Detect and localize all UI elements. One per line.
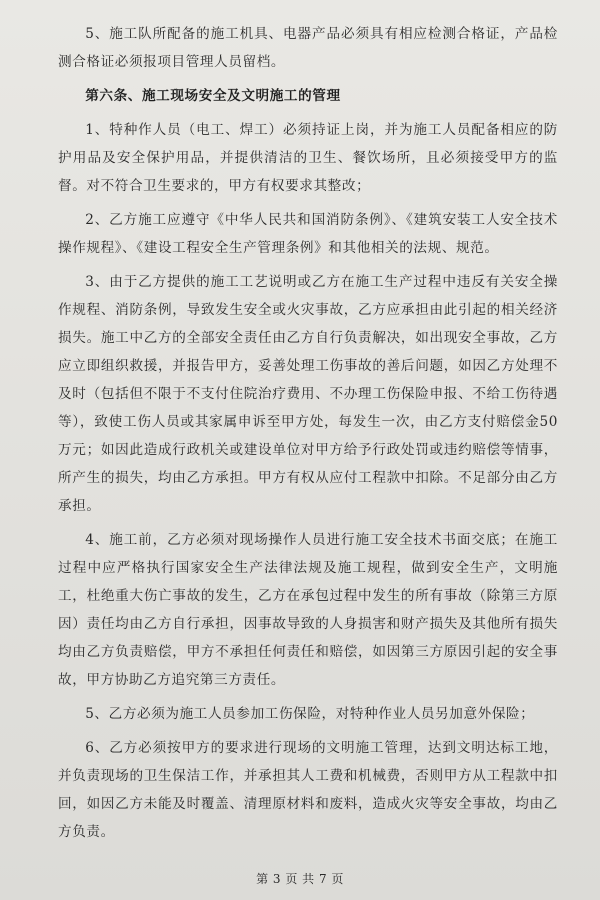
clause-2-regulations: 2、乙方施工应遵守《中华人民共和国消防条例》、《建筑安装工人安全技术操作规程》、《建设工程安全生产管理条例》和其他相关的法规、规范。 [58, 212, 558, 256]
clause-5-equipment-certification: 5、施工队所配备的施工机具、电器产品必须具有相应检测合格证，产品检测合格证必须报项目管理人员留档。 [58, 26, 558, 70]
clause-5-injury-insurance: 5、乙方必须为施工人员参加工伤保险，对特种作业人员另加意外保险； [85, 706, 535, 722]
clause-3-liability: 3、由于乙方提供的施工工艺说明或乙方在施工生产过程中违反有关安全操作规程、消防条例，导致发生安全或火灾事故，乙方应承担由此引起的相关经济损失。施工中乙方的全部安全责任由乙方自行负责解决，如出现安全事故，乙方应立即组织救援，并报告甲方，妥善处理工伤事故的善后问题，如因乙方处理不及时（包括但不限于不支付住院治疗费用、不办理工伤保险申报、不给工伤待遇等），致使工伤人员或其家属申诉至甲方处，每发生一次，由乙方支付赔偿金50万元；如因此造成行政机关或建设单位对甲方给予行政处罚或违约赔偿等情事，所产生的损失，均由乙方承担。甲方有权从应付工程款中扣除。不足部分由乙方承担。 [58, 274, 558, 514]
clause-1-special-workers: 1、特种作人员（电工、焊工）必须持证上岗，并为施工人员配备相应的防护用品及安全保护用品，并提供清洁的卫生、餐饮场所，且必须接受甲方的监督。对不符合卫生要求的，甲方有权要求其整改； [58, 122, 558, 194]
clause-4-safety-briefing: 4、施工前，乙方必须对现场操作人员进行施工安全技术书面交底；在施工过程中应严格执行国家安全生产法律法规及施工规程，做到安全生产，文明施工，杜绝重大伤亡事故的发生，乙方在承包过程中发生的所有事故（除第三方原因）责任均由乙方自行承担，因事故导致的人身损害和财产损失及其他所有损失均由乙方负责赔偿，甲方不承担任何责任和赔偿，如因第三方原因引起的安全事故，甲方协助乙方追究第三方责任。 [58, 532, 558, 688]
clause-6-civilized-construction: 6、乙方必须按甲方的要求进行现场的文明施工管理，达到文明达标工地，并负责现场的卫生保洁工作，并承担其人工费和机械费，否则甲方从工程款中扣回，如因乙方未能及时覆盖、清理原材料和废料，造成火灾等安全事故，均由乙方负责。 [58, 740, 558, 840]
document-body [58, 20, 558, 846]
page-number-footer: 第 3 页 共 7 页 [256, 872, 344, 886]
article-6-heading: 第六条、施工现场安全及文明施工的管理 [85, 88, 341, 104]
